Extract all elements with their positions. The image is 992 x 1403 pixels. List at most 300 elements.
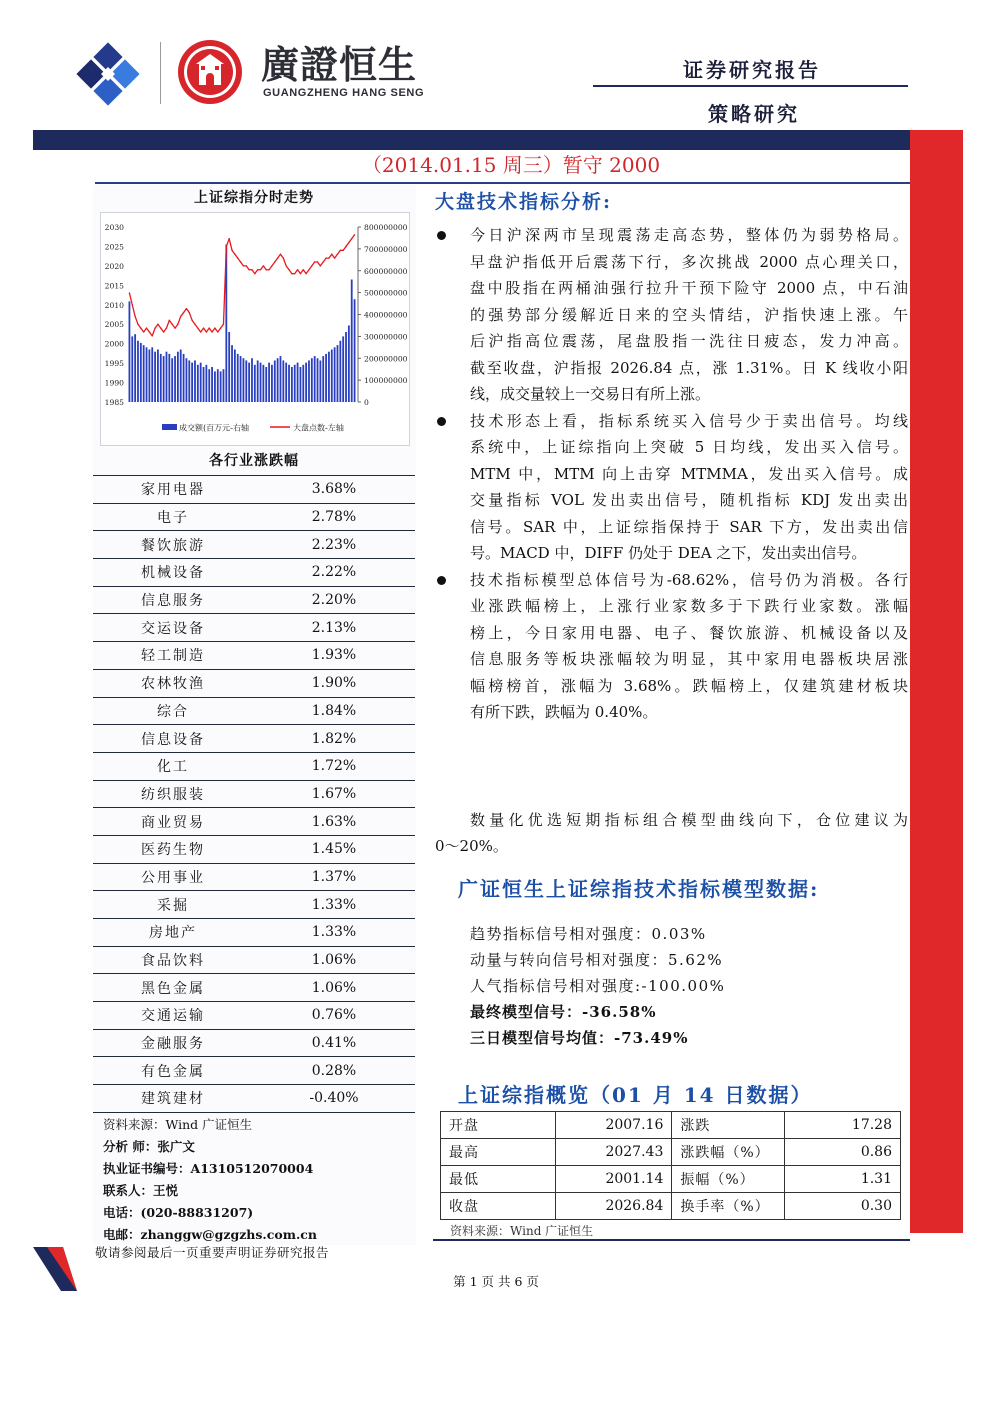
overview-heading: 上证综指概览（01 月 14 日数据） [458, 1083, 813, 1107]
index-point [240, 261, 241, 262]
quant-suggestion-line: 0～20%。 [435, 837, 508, 855]
volume-bar [188, 360, 190, 402]
sector-row [93, 863, 415, 891]
model-indicator-line: 动量与转向信号相对强度：5.62% [470, 951, 724, 969]
index-point [132, 304, 133, 305]
volume-bar [285, 363, 287, 402]
volume-bar [262, 365, 264, 402]
sector-change-value: 1.72% [311, 758, 357, 775]
volume-bar [294, 365, 296, 402]
index-point [226, 246, 227, 247]
volume-bar [345, 332, 347, 402]
volume-bar [214, 371, 216, 402]
overview-row [441, 1166, 901, 1193]
volume-bar [177, 352, 179, 402]
volume-bar [166, 352, 168, 402]
index-point [323, 261, 324, 262]
left-axis-tick-label: 1990 [104, 378, 124, 388]
volume-bar [197, 365, 199, 402]
right-axis-tick-label: 100000000 [364, 376, 408, 386]
sector-change-value: 0.28% [311, 1062, 357, 1079]
sector-name: 交通运输 [141, 1008, 205, 1025]
quant-suggestion-line: 数量化优选短期指标组合模型曲线向下，仓位建议为 [470, 811, 908, 829]
volume-bar [211, 367, 213, 402]
volume-bar [228, 332, 230, 402]
sector-row [93, 669, 415, 697]
index-point [266, 269, 267, 270]
paragraph-line: 榜上，今日家用电器、电子、餐饮旅游、机械设备以及 [470, 623, 908, 642]
index-point [305, 273, 306, 274]
volume-bar [337, 345, 339, 402]
overview-value-cell: 0.30 [785, 1193, 901, 1220]
report-category-label: 策略研究 [708, 102, 800, 126]
sector-change-value: 1.93% [311, 647, 357, 664]
left-axis-tick-label: 2000 [104, 339, 124, 349]
sector-change-table [93, 475, 415, 1113]
index-point [149, 331, 150, 332]
index-point [177, 324, 178, 325]
volume-bar [317, 358, 319, 402]
volume-bar [328, 352, 330, 402]
index-point [263, 265, 264, 266]
volume-bar [234, 350, 236, 403]
overview-label-cell: 换手率（%） [672, 1193, 785, 1220]
volume-bar [325, 354, 327, 402]
left-axis-tick-label: 1985 [104, 398, 124, 407]
index-point [231, 250, 232, 251]
sector-name: 轻工制造 [141, 648, 205, 665]
sector-change-value: 2.78% [311, 509, 357, 526]
sector-name: 商业贸易 [141, 814, 205, 831]
sector-name: 房地产 [149, 925, 197, 942]
index-point [209, 327, 210, 328]
volume-bar [302, 365, 304, 402]
volume-bar [322, 356, 324, 402]
sector-name: 餐饮旅游 [141, 537, 205, 554]
index-point [206, 331, 207, 332]
index-point [214, 327, 215, 328]
overview-label-cell: 涨跌 [672, 1112, 785, 1139]
index-point [180, 316, 181, 317]
volume-bar [137, 341, 139, 402]
index-point [251, 269, 252, 270]
volume-bar [129, 301, 131, 402]
volume-bar [220, 371, 222, 402]
index-point [246, 265, 247, 266]
index-point [334, 257, 335, 258]
volume-bar [171, 358, 173, 402]
index-point [308, 269, 309, 270]
volume-bar [348, 325, 350, 402]
model-indicator-line: 趋势指标信号相对强度：0.03% [470, 925, 707, 943]
intraday-chart-panel [100, 212, 410, 446]
volume-bar [180, 350, 182, 403]
sector-row [93, 835, 415, 863]
analyst-info-block [103, 1114, 415, 1246]
volume-bar [140, 343, 142, 402]
index-point [211, 331, 212, 332]
overview-row [441, 1139, 901, 1166]
sector-name: 机械设备 [141, 565, 205, 582]
analyst-license: 执业证书编号：A1310512070004 [103, 1161, 314, 1176]
sector-row [93, 1001, 415, 1029]
index-point [174, 327, 175, 328]
left-axis-tick-label: 2020 [104, 261, 124, 271]
index-point [340, 250, 341, 251]
bullet-dot-icon [437, 417, 446, 426]
volume-bar [168, 354, 170, 402]
volume-bar [160, 354, 162, 402]
index-point [197, 327, 198, 328]
sector-name: 信息设备 [141, 731, 205, 748]
sector-change-value: 0.76% [311, 1007, 357, 1024]
sector-row [93, 890, 415, 918]
index-point [331, 254, 332, 255]
sector-row [93, 780, 415, 808]
volume-bar [314, 356, 316, 402]
sector-name: 纺织服装 [141, 786, 205, 803]
index-overview-table [440, 1111, 901, 1220]
title-underline [95, 182, 910, 184]
index-point [243, 265, 244, 266]
volume-bar [151, 347, 153, 402]
index-point [191, 320, 192, 321]
volume-bar [305, 363, 307, 402]
left-axis-tick-label: 2005 [104, 320, 124, 330]
paragraph-line: 系统中，上证综指向上突破 5 日均线，发出买入信号。 [470, 438, 908, 456]
volume-bar [200, 363, 202, 402]
sector-name: 电子 [157, 510, 189, 527]
volume-bar [339, 341, 341, 402]
right-axis-tick-label: 200000000 [364, 354, 408, 364]
sector-name: 建筑建材 [141, 1091, 205, 1108]
index-point [143, 331, 144, 332]
sector-name: 交运设备 [141, 620, 205, 637]
index-point [268, 269, 269, 270]
index-point [314, 261, 315, 262]
paragraph-line: 有所下跌，跌幅为 0.40%。 [470, 703, 658, 721]
volume-bar [331, 350, 333, 403]
index-point [152, 335, 153, 336]
volume-bar [131, 336, 133, 402]
index-point [146, 327, 147, 328]
overview-label-cell: 最高 [441, 1139, 556, 1166]
volume-bar [257, 360, 259, 402]
sector-name: 金融服务 [141, 1036, 205, 1053]
logo-divider [160, 42, 161, 104]
index-point [203, 327, 204, 328]
sector-change-value: -0.40% [309, 1090, 359, 1107]
sector-row [93, 1029, 415, 1057]
model-signal-line: 最终模型信号：-36.58% [470, 1003, 657, 1021]
legend-volume-swatch [162, 424, 177, 430]
bullet-dot-icon [437, 231, 446, 240]
sector-change-value: 1.06% [311, 979, 357, 996]
sector-name: 食品饮料 [141, 953, 205, 970]
red-seal-logo-icon [176, 38, 244, 106]
overview-value-cell: 0.86 [785, 1139, 901, 1166]
sector-row [93, 1056, 415, 1084]
navy-banner-bar [33, 130, 910, 150]
volume-bar [203, 367, 205, 402]
sector-change-value: 1.33% [311, 924, 357, 941]
sector-name: 信息服务 [141, 593, 205, 610]
index-point [171, 324, 172, 325]
sector-change-value: 1.33% [311, 896, 357, 913]
paragraph-line: 业涨跌幅榜上，上涨行业家数多于下跌行业家数。涨幅 [470, 597, 908, 615]
paragraph-line: 交量指标 VOL 发出卖出信号，随机指标 KDJ 发出卖出 [470, 491, 908, 509]
index-point [320, 265, 321, 266]
analysis-body [435, 222, 908, 726]
index-point [223, 324, 224, 325]
sector-change-value: 1.06% [311, 952, 357, 969]
paragraph-line: 截至收盘，沪指报 2026.84 点，涨 1.31%。日 K 线收小阳 [470, 358, 908, 377]
sector-change-value: 0.41% [311, 1035, 357, 1052]
sector-row [93, 946, 415, 974]
sector-row [93, 558, 415, 586]
volume-bar [297, 363, 299, 402]
volume-bar [248, 363, 250, 402]
sector-change-value: 3.68% [311, 481, 357, 498]
report-type-label: 证券研究报告 [683, 58, 821, 82]
left-axis-tick-label: 1995 [104, 359, 124, 369]
index-point [186, 308, 187, 309]
index-point [345, 246, 346, 247]
overview-row [441, 1193, 901, 1220]
index-point [157, 324, 158, 325]
right-column-bottom-rule [433, 1239, 910, 1241]
sector-row [93, 697, 415, 725]
contact-phone: 电话：(020-88831207) [103, 1205, 254, 1220]
analysis-heading: 大盘技术指标分析: [435, 191, 613, 213]
volume-bar [174, 356, 176, 402]
index-point [311, 265, 312, 266]
index-point [274, 261, 275, 262]
index-point [260, 269, 261, 270]
left-axis-tick-label: 2015 [104, 281, 124, 291]
brand-name-english: GUANGZHENG HANG SENG [263, 87, 425, 99]
right-axis-tick-label: 700000000 [364, 244, 408, 254]
overview-value-cell: 2007.16 [555, 1112, 672, 1139]
sector-change-value: 2.22% [311, 564, 357, 581]
volume-bar [134, 334, 136, 402]
sector-name: 黑色金属 [141, 980, 205, 997]
overview-label-cell: 收盘 [441, 1193, 556, 1220]
paragraph-line: MTM 中，MTM 向上击穿 MTMMA，发出买入信号。成 [470, 464, 908, 483]
sector-row [93, 724, 415, 752]
paragraph-line: 早盘沪指低开后震荡下行，多次挑战 2000 点心理关口， [470, 252, 908, 271]
sector-row [93, 586, 415, 614]
paragraph-line: 线，成交量较上一交易日有所上涨。 [470, 385, 711, 403]
volume-bar [334, 347, 336, 402]
model-signal-line: 三日模型信号均值：-73.49% [470, 1029, 689, 1047]
volume-bar [163, 356, 165, 402]
index-point [277, 257, 278, 258]
company-logo-icon [72, 38, 144, 110]
index-point [134, 316, 135, 317]
volume-bar [274, 360, 276, 402]
volume-bar [354, 299, 356, 402]
sector-row [93, 918, 415, 946]
volume-bar [260, 363, 262, 402]
right-axis-tick-label: 300000000 [364, 332, 408, 342]
volume-bar [277, 358, 279, 402]
volume-bar [157, 350, 159, 403]
sector-name: 医药生物 [141, 842, 205, 859]
volume-bar [280, 356, 282, 402]
index-point [280, 254, 281, 255]
paragraph-line: 技术指标模型总体信号为-68.62%，信号仍为消极。各行 [470, 570, 908, 589]
index-point [337, 254, 338, 255]
sector-name: 综合 [157, 703, 189, 720]
overview-row [441, 1112, 901, 1139]
right-axis-tick-label: 0 [364, 398, 369, 407]
paragraph-line: 的强势部分缓解近日来的空头情结，沪指快速上涨。午 [470, 305, 908, 324]
sector-row [93, 613, 415, 641]
paragraph-line: 今日沪深两市呈现震荡走高态势，整体仍为弱势格局。 [470, 226, 908, 244]
overview-value-cell: 2001.14 [555, 1166, 672, 1193]
index-point [217, 331, 218, 332]
volume-bar [143, 345, 145, 402]
volume-bar [282, 360, 284, 402]
index-point [297, 269, 298, 270]
overview-label-cell: 涨跌幅（%） [672, 1139, 785, 1166]
index-point [317, 261, 318, 262]
legend-index-label: 大盘点数-左轴 [293, 423, 344, 433]
index-point [137, 324, 138, 325]
sector-name: 公用事业 [141, 869, 205, 886]
sector-name: 家用电器 [141, 482, 205, 499]
paragraph-line: 盘中股指在两桶油强行拉升干预下险守 2000 点，中石油 [470, 279, 908, 297]
volume-bar [254, 365, 256, 402]
chart-heading: 上证综指分时走势 [194, 190, 314, 206]
model-data-list [470, 921, 725, 1051]
index-point [189, 312, 190, 313]
model-indicator-line: 人气指标信号相对强度:-100.00% [470, 977, 726, 995]
bullet-paragraph [435, 408, 908, 567]
sector-change-value: 1.67% [311, 785, 357, 802]
right-axis-tick-label: 500000000 [364, 288, 408, 298]
volume-bar [300, 367, 302, 402]
volume-bar [342, 336, 344, 402]
sector-change-value: 2.13% [311, 619, 357, 636]
index-point [254, 273, 255, 274]
sector-change-value: 1.84% [311, 702, 357, 719]
sector-change-value: 1.82% [311, 730, 357, 747]
volume-bar [146, 347, 148, 402]
bullet-paragraph [435, 567, 908, 726]
sector-row [93, 475, 415, 503]
index-point [234, 254, 235, 255]
left-axis-tick-label: 2025 [104, 242, 124, 252]
contact-email[interactable]: 电邮：zhanggw@gzgzhs.com.cn [103, 1227, 317, 1242]
index-point [169, 320, 170, 321]
volume-bar [217, 369, 219, 402]
index-point [163, 331, 164, 332]
right-axis-tick-label: 600000000 [364, 266, 408, 276]
index-point [194, 324, 195, 325]
index-point [291, 273, 292, 274]
red-side-bar [910, 130, 963, 1233]
volume-bar [291, 367, 293, 402]
volume-bar [308, 360, 310, 402]
overview-label-cell: 振幅（%） [672, 1166, 785, 1193]
paragraph-line: 幅榜榜首，涨幅为 3.68%。跌幅榜上，仅建筑建材板块 [470, 676, 908, 695]
index-point [351, 238, 352, 239]
overview-source-note: 资料来源：Wind 广证恒生 [450, 1224, 594, 1238]
sector-row [93, 752, 415, 780]
volume-bar [183, 354, 185, 402]
sector-row [93, 641, 415, 669]
index-point [237, 257, 238, 258]
index-point [328, 257, 329, 258]
analyst-name: 分析 师：张广文 [103, 1139, 195, 1154]
legend-volume-label: 成交额(百万元-右轴 [179, 423, 250, 433]
contact-person: 联系人：王悦 [103, 1183, 179, 1198]
overview-label-cell: 开盘 [441, 1112, 556, 1139]
left-axis-tick-label: 2030 [104, 223, 124, 232]
index-point [183, 312, 184, 313]
model-data-heading: 广证恒生上证综指技术指标模型数据: [458, 877, 820, 901]
volume-bar [237, 354, 239, 402]
paragraph-line: 信息服务等板块涨幅较为明显，其中家用电器板块居涨 [470, 650, 908, 668]
sector-table-heading: 各行业涨跌幅 [209, 453, 299, 469]
paragraph-line: 技术形态上看，指标系统买入信号少于卖出信号。均线 [470, 411, 908, 430]
sector-change-value: 1.37% [311, 868, 357, 885]
intraday-chart [100, 212, 410, 446]
bullet-paragraph [435, 222, 908, 408]
report-title: （2014.01.15 周三）暂守 2000 [361, 153, 661, 177]
index-point [300, 273, 301, 274]
index-point [325, 257, 326, 258]
overview-value-cell: 17.28 [785, 1112, 901, 1139]
index-point [354, 234, 355, 235]
index-point [160, 327, 161, 328]
index-point [220, 327, 221, 328]
volume-bar [319, 360, 321, 402]
volume-bar [154, 352, 156, 402]
index-point [271, 265, 272, 266]
sector-name: 有色金属 [141, 1063, 205, 1080]
volume-bar [251, 358, 253, 402]
bullet-dot-icon [437, 576, 446, 585]
volume-bar [265, 367, 267, 402]
sector-change-value: 2.20% [311, 592, 357, 609]
sector-change-value: 1.90% [311, 675, 357, 692]
paragraph-line: 号。MACD 中，DIFF 仍处于 DEA 之下，发出卖出信号。 [470, 544, 867, 562]
index-point [248, 269, 249, 270]
index-point [303, 269, 304, 270]
overview-value-cell: 2026.84 [555, 1193, 672, 1220]
page-number: 第 1 页 共 6 页 [453, 1274, 539, 1289]
sector-row [93, 1084, 415, 1112]
overview-label-cell: 最低 [441, 1166, 556, 1193]
volume-bar [205, 365, 207, 402]
index-point [342, 250, 343, 251]
index-point [288, 269, 289, 270]
index-point [294, 273, 295, 274]
header-underline [593, 85, 908, 87]
right-axis-tick-label: 800000000 [364, 223, 408, 232]
sector-row [93, 973, 415, 1001]
volume-bar [288, 365, 290, 402]
sector-change-value: 1.63% [311, 813, 357, 830]
volume-bar [240, 356, 242, 402]
volume-bar [186, 358, 188, 402]
index-point [228, 238, 229, 239]
index-point [283, 257, 284, 258]
left-source-note: 资料来源：Wind 广证恒生 [103, 1117, 253, 1132]
